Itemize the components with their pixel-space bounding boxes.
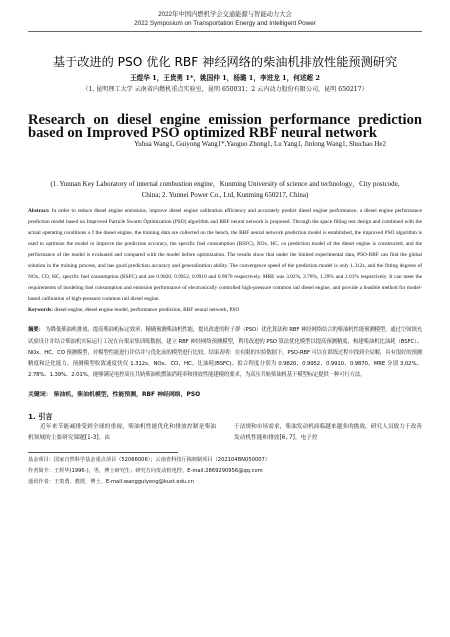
conference-header-cn: 2022年中国内燃机学会交通能源与智能动力大会 <box>158 11 292 18</box>
section-heading-introduction: 1. 引言 <box>28 411 53 421</box>
abstract-en-label: Abstract: <box>28 208 50 214</box>
introduction-right-column: 于法规和市场需求，柴油发动机面临越来越多的挑战，研究人员致力于改善发动机性能和排放[6, 7]。电子控 <box>234 423 422 441</box>
paper-title-en: Research on diesel engine emission performance prediction based on Improved PSO optimized RBF neural network <box>28 112 422 141</box>
abstract-cn <box>28 325 422 380</box>
keywords-cn <box>28 390 422 400</box>
keywords-en <box>28 305 422 316</box>
keywords-cn-label: 关键词： <box>28 391 52 398</box>
footnote-funding: 基金项目：国家自然科学基金重点项目（52066006）；云南省科技厅揭榜制项目（202104BN050007） <box>28 456 271 463</box>
author-list-en: Yuhua Wang1, Guiyong Wang1*,Yaoguo Zhong1, Lu Yang1, Jinlong Wang1, Shuchao He2 <box>134 141 386 148</box>
abstract-en-text: In order to reduce diesel engine emissions, improve diesel engine calibration efficiency and accurately predict diesel engine performance, a diesel engine performance prediction model based on Improved Particle Swarm Optimization (PSO) algorithm and RBF neural network is proposed. Through the space filling test design and combined with the actual operating conditions o f the diesel engine, the training data are collected on the bench, the RBF neural network prediction model is established, the improved PSO algorithm is used to optimize the model to improve the prediction accuracy, the specific fuel consumption (BSFC), NOx, HC, co prediction model of the diesel engine is constructed, and the performance of the model is evaluated and compared with the model before optimization. The results show that under the limited experimental data, PSO-RBF can find the global solution in the training process, and has good prediction accuracy and generalization ability. The convergence speed of the prediction model is only 1.312s, and the fitting degrees of NOx, CO, HC, specific fuel consumption (BSFC) and are 0.9820, 0.9952, 0.9910 and 0.9870 respectively. MRE was 3.02%, 2.78%, 1.39% and 2.01% respectively. It can meet the requirements of modeling fuel consumption and emission performance of electronically controlled high-pressure common rail diesel engine, and provide a feasible method for model-based calibration of high-pressure common rail diesel engine. <box>28 208 422 303</box>
footnote-corresponding-author: 通讯作者：王贵勇，教授，博士。E-mail:wangguiyong@kust.edu.cn <box>28 479 194 486</box>
keywords-en-label: Keywords: <box>28 307 53 314</box>
abstract-cn-label: 摘要： <box>28 327 44 334</box>
keywords-cn-text: 柴油机，柴油机模型，性能预测，RBF 神经网络，PSO <box>53 391 201 398</box>
introduction-body <box>28 422 422 444</box>
abstract-cn-text: 为降低柴油机排放、提高柴油机标定效率、精确预测柴油机性能，提出改进的粒子群（PSO）优化算法和 RBF 神经网络结合的柴油机性能预测模型。通过空间填充试验设计并结合柴油机实际运行工况在台架采集训练数据，建立 RBF 神经网络预测模型，利用改进的 PSO 算法优化模型以提高预测精度，构建柴油机比油耗（BSFC）、NOx、HC、CO 预测模型，对模型性能进行评估并与优化前的模型进行比较。结果表明：在有限的实验数据下，PSO-RBF 可以在训练过程中找到全局解，具有很好的预测精度和泛化能力，预测模型收敛速度快仅 1.312s，NOx、CO、HC、比油耗(BSFC)、拟合程度分别为 0.9820、0.9952、0.9910、0.9870，MRE 分别 3.02%、2.78%、1.39%、2.01%。能够满足电控高压共轨柴油机燃油消耗率和排放性能建模的要求，为高压共轨柴油机基于模型标定提供一种可行方法。 <box>28 327 422 378</box>
author-list-cn: 王煜华 1，王贵勇 1*，姚国仲 1，杨璐 1，李进龙 1，何述超 2 <box>130 74 320 82</box>
footnote-divider <box>28 452 178 453</box>
footnote-author-bio: 作者简介：王煜华(1996-)，男，博士研究生；研究方向发动机电控。E-mail:2869290956@qq.com <box>28 468 263 475</box>
header-divider <box>28 31 422 32</box>
conference-header-en: 2022 Symposium on Transportation Energy and Intelligent Power <box>134 20 316 27</box>
abstract-en <box>28 206 422 305</box>
keywords-en-text: diesel engine, diesel engine model, performance prediction, RBF neural network, PSO <box>54 307 240 314</box>
paper-title-cn: 基于改进的 PSO 优化 RBF 神经网络的柴油机排放性能预测研究 <box>52 55 398 69</box>
affiliation-en: (1. Yunnan Key Laboratory of internal combustion engine，Kunming University of science and technology，City postcode, China; 2. Yunnei Power Co., Ltd, Kunming 650217, China) <box>50 180 400 199</box>
introduction-left-column: 近年来节能减排受到全球的重视，柴油机性能优化和排放控制是柴油机领域的主要研究课题[1-3]。由 <box>28 423 216 441</box>
affiliation-cn: （1. 昆明理工大学 云南省内燃机重点实验室，昆明 650031；2 云内动力股份有限公司，昆明 650217） <box>82 86 368 93</box>
